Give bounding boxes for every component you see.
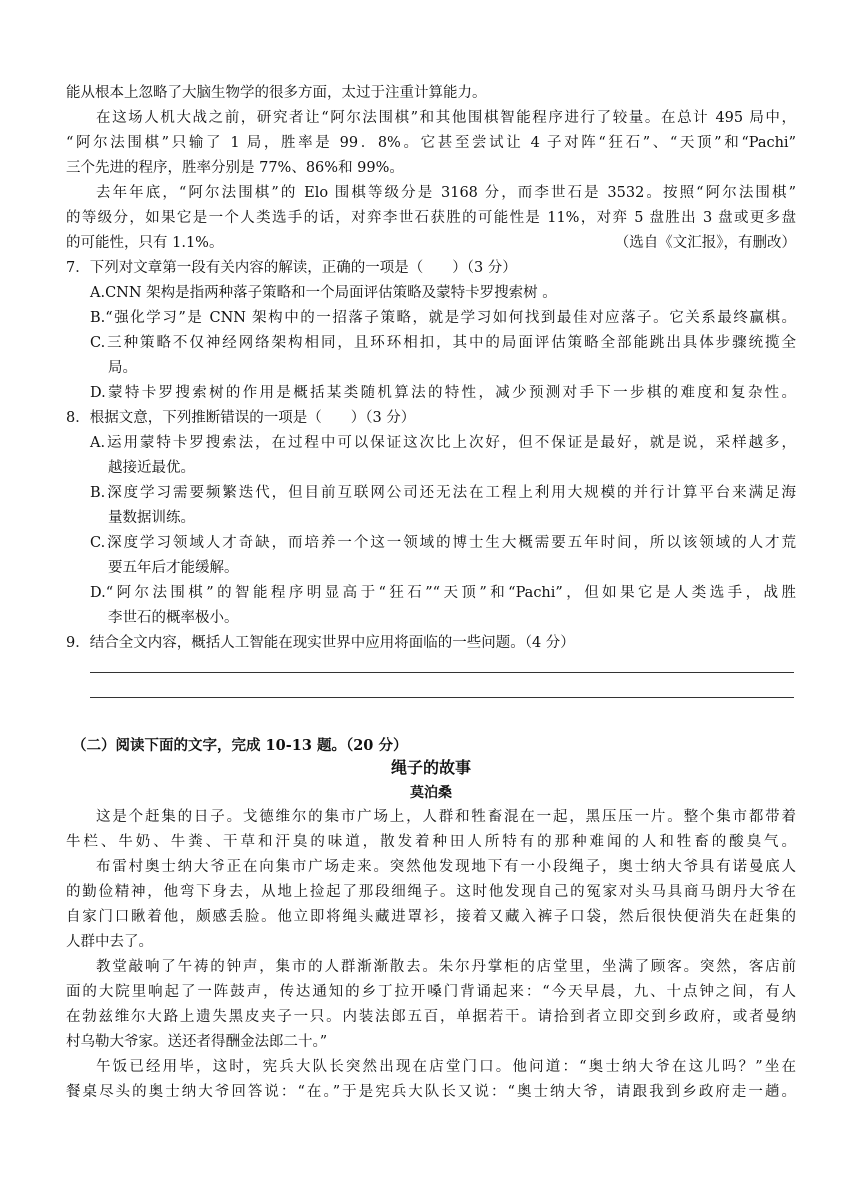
- question-9-stem: 9．结合全文内容，概括人工智能在现实世界中应用将面临的一些问题。（4 分）: [66, 635, 575, 651]
- section-heading: （二）阅读下面的文字，完成 10-13 题。（20 分）: [72, 737, 408, 754]
- q8-option-d: D.“阿尔法围棋”的智能程序明显高于“狂石”“天顶”和“Pachi”，但如果它是人类选手，战胜: [90, 585, 796, 601]
- passage-line: 能从根本上忽略了大脑生物学的很多方面，太过于注重计算能力。: [66, 85, 487, 101]
- source-citation: （选自《文汇报》，有删改）: [614, 235, 796, 251]
- story-line: 牛栏、牛奶、牛粪、干草和汗臭的味道，散发着种田人所特有的那种难闻的人和牲畜的酸臭气。: [66, 834, 796, 850]
- passage-line: 在这场人机大战之前，研究者让“阿尔法围棋”和其他围棋智能程序进行了较量。在总计 495 局中，: [96, 110, 796, 126]
- q8-option-a: A.运用蒙特卡罗搜索法，在过程中可以保证这次比上次好，但不保证是最好，就是说，采样越多，: [90, 435, 796, 451]
- story-line: 教堂敲响了午祷的钟声，集市的人群渐渐散去。朱尔丹掌柜的店堂里，坐满了顾客。突然，客店前: [96, 959, 796, 975]
- q7-option-a: A.CNN 架构是指两种落子策略和一个局面评估策略及蒙特卡罗搜索树 。: [90, 285, 557, 301]
- q8-option-b-cont: 量数据训练。: [108, 510, 195, 526]
- story-line: 这是个赶集的日子。戈德维尔的集市广场上，人群和牲畜混在一起，黑压压一片。整个集市都带着: [96, 809, 796, 825]
- story-line: 人群中去了。: [66, 934, 153, 950]
- story-line: 在勃兹维尔大路上遗失黑皮夹子一只。内装法郎五百，单据若干。请拾到者立即交到乡政府，或者曼纳: [66, 1009, 796, 1025]
- answer-line[interactable]: [90, 672, 794, 673]
- question-8-stem: 8．根据文意，下列推断错误的一项是（ ）（3 分）: [66, 410, 416, 426]
- story-line: 的勤俭精神，他弯下身去，从地上捡起了那段细绳子。这时他发现自己的冤家对头马具商马朗丹大爷在: [66, 884, 796, 900]
- q7-option-c-cont: 局。: [108, 360, 137, 376]
- q7-option-d: D.蒙特卡罗搜索树的作用是概括某类随机算法的特性，减少预测对手下一步棋的难度和复杂性。: [90, 385, 796, 401]
- passage-line: 的可能性，只有 1.1%。: [66, 235, 224, 251]
- q8-option-a-cont: 越接近最优。: [108, 460, 195, 476]
- q8-option-b: B.深度学习需要频繁迭代，但目前互联网公司还无法在工程上利用大规模的并行计算平台来满足海: [90, 485, 796, 501]
- q8-option-c-cont: 要五年后才能缓解。: [108, 560, 239, 576]
- question-7-stem: 7．下列对文章第一段有关内容的解读，正确的一项是（ ）（3 分）: [66, 260, 517, 276]
- passage-line: 去年年底，“阿尔法围棋”的 Elo 围棋等级分是 3168 分，而李世石是 3532。按照“阿尔法围棋”: [96, 185, 796, 201]
- q8-option-c: C.深度学习领域人才奇缺，而培养一个这一领域的博士生大概需要五年时间，所以该领域的人才荒: [90, 535, 796, 551]
- passage-line: 的等级分，如果它是一个人类选手的话，对弈李世石获胜的可能性是 11%，对弈 5 盘胜出 3 盘或更多盘: [66, 210, 796, 226]
- answer-line[interactable]: [90, 697, 794, 698]
- story-line: 自家门口瞅着他，颇感丢脸。他立即将绳头藏进罩衫，接着又藏入裤子口袋，然后很快便消失在赶集的: [66, 909, 796, 925]
- passage-line: “阿尔法围棋”只输了 1 局，胜率是 99．8%。它甚至尝试让 4 子对阵“狂石”、“天顶”和“Pachi”: [66, 135, 796, 151]
- story-line: 面的大院里响起了一阵鼓声，传达通知的乡丁拉开嗓门背诵起来：“今天早晨，九、十点钟之间，有人: [66, 984, 796, 1000]
- story-title: 绳子的故事: [390, 758, 471, 777]
- story-line: 村乌勒大爷家。送还者得酬金法郎二十。”: [66, 1034, 328, 1050]
- story-line: 餐桌尽头的奥士纳大爷回答说：“在。”于是宪兵大队长又说：“奥士纳大爷，请跟我到乡政府走一趟。: [66, 1084, 796, 1100]
- q7-option-b: B.“强化学习”是 CNN 架构中的一招落子策略，就是学习如何找到最佳对应落子。它关系最终赢棋。: [90, 310, 796, 326]
- q8-option-d-cont: 李世石的概率极小。: [108, 610, 239, 626]
- story-line: 午饭已经用毕，这时，宪兵大队长突然出现在店堂门口。他问道：“奥士纳大爷在这儿吗？”坐在: [96, 1059, 796, 1075]
- story-line: 布雷村奥士纳大爷正在向集市广场走来。突然他发现地下有一小段绳子，奥士纳大爷具有诺曼底人: [96, 859, 796, 875]
- story-author: 莫泊桑: [410, 785, 452, 801]
- q7-option-c: C.三种策略不仅神经网络架构相同，且环环相扣，其中的局面评估策略全部能跳出具体步骤统揽全: [90, 335, 796, 351]
- passage-line: 三个先进的程序，胜率分别是 77%、86%和 99%。: [66, 160, 404, 176]
